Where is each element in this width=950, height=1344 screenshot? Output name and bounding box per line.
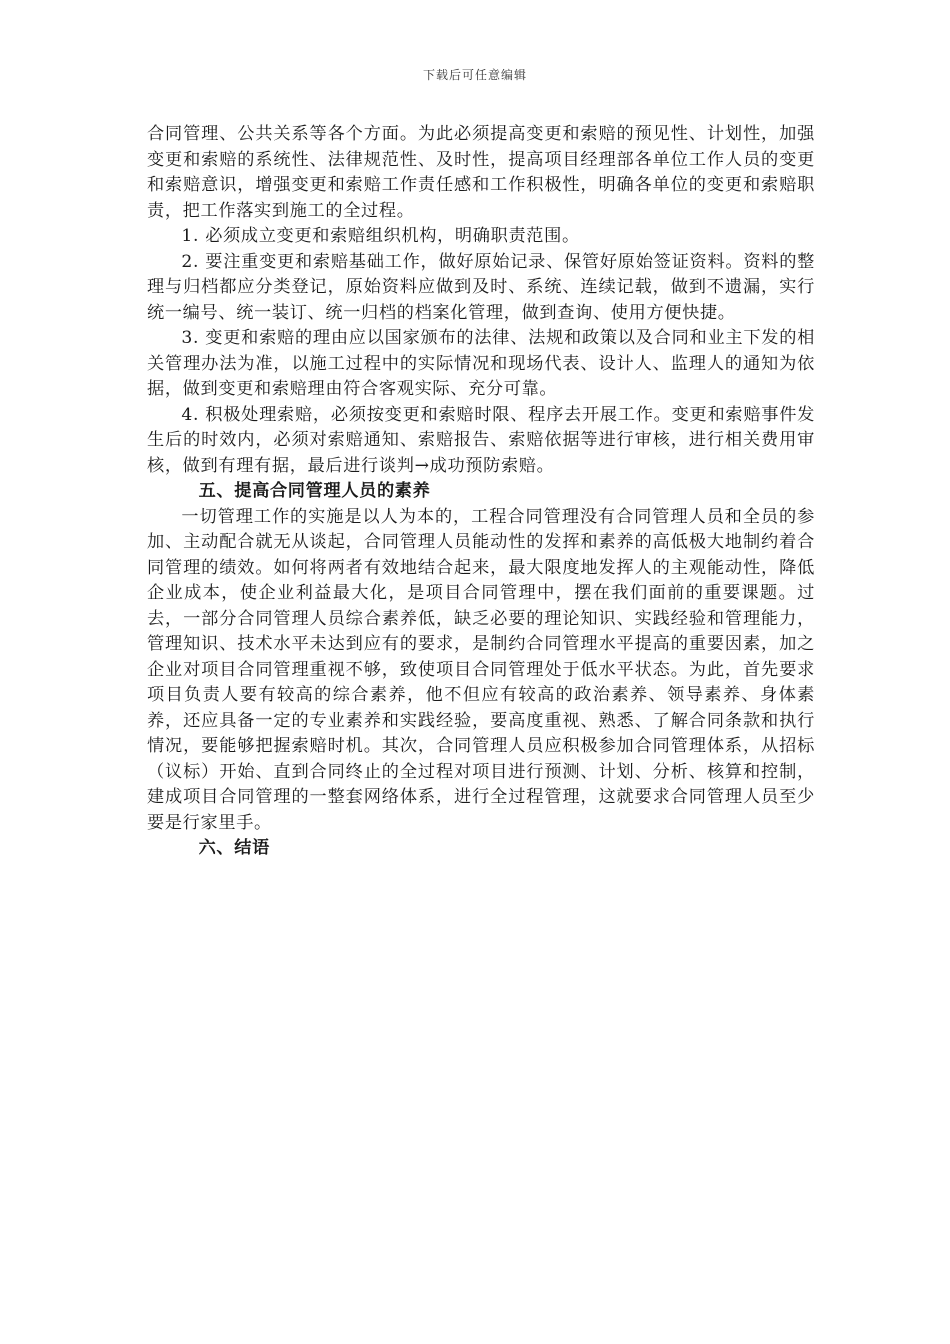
section-heading-6: 六、结语 [198, 838, 270, 858]
list-item-3: 3. 变更和索赔的理由应以国家颁布的法律、法规和政策以及合同和业主下发的相关管理办法为准，以施工过程中的实际情况和现场代表、设计人、监理人的通知为依据，做到变更和索赔理由符合客观实际、充分可靠。 [147, 328, 815, 399]
page-header-note: 下载后可任意编辑 [422, 68, 527, 82]
document-body [147, 122, 815, 862]
paragraph-intro: 合同管理、公共关系等各个方面。为此必须提高变更和索赔的预见性、计划性，加强变更和索赔的系统性、法律规范性、及时性，提高项目经理部各单位工作人员的变更和索赔意识，增强变更和索赔工作责任感和工作积极性，明确各单位的变更和索赔职责，把工作落实到施工的全过程。 [147, 124, 815, 221]
section-heading-5: 五、提高合同管理人员的素养 [198, 481, 431, 501]
paragraph-section-5: 一切管理工作的实施是以人为本的，工程合同管理没有合同管理人员和全员的参加、主动配合就无从谈起，合同管理人员能动性的发挥和素养的高低极大地制约着合同管理的绩效。如何将两者有效地结合起来，最大限度地发挥人的主观能动性，降低企业成本，使企业利益最大化，是项目合同管理中，摆在我们面前的重要课题。过去，一部分合同管理人员综合素养低，缺乏必要的理论知识、实践经验和管理能力，管理知识、技术水平未达到应有的要求，是制约合同管理水平提高的重要因素，加之企业对项目合同管理重视不够，致使项目合同管理处于低水平状态。为此，首先要求项目负责人要有较高的综合素养，他不但应有较高的政治素养、领导素养、身体素养，还应具备一定的专业素养和实践经验，要高度重视、熟悉、了解合同条款和执行情况，要能够把握索赔时机。其次，合同管理人员应积极参加合同管理体系，从招标（议标）开始、直到合同终止的全过程对项目进行预测、计划、分析、核算和控制，建成项目合同管理的一整套网络体系，进行全过程管理，这就要求合同管理人员至少要是行家里手。 [147, 506, 815, 833]
list-item-2: 2. 要注重变更和索赔基础工作，做好原始记录、保管好原始签证资料。资料的整理与归档都应分类登记，原始资料应做到及时、系统、连续记载，做到不遗漏，实行统一编号、统一装订、统一归档的档案化管理，做到查询、使用方便快捷。 [147, 251, 815, 323]
list-item-1: 1. 必须成立变更和索赔组织机构，明确职责范围。 [181, 226, 580, 246]
list-item-4: 4. 积极处理索赔，必须按变更和索赔时限、程序去开展工作。变更和索赔事件发生后的时效内，必须对索赔通知、索赔报告、索赔依据等进行审核，进行相关费用审核，做到有理有据，最后进行谈判→成功预防索赔。 [147, 404, 815, 476]
